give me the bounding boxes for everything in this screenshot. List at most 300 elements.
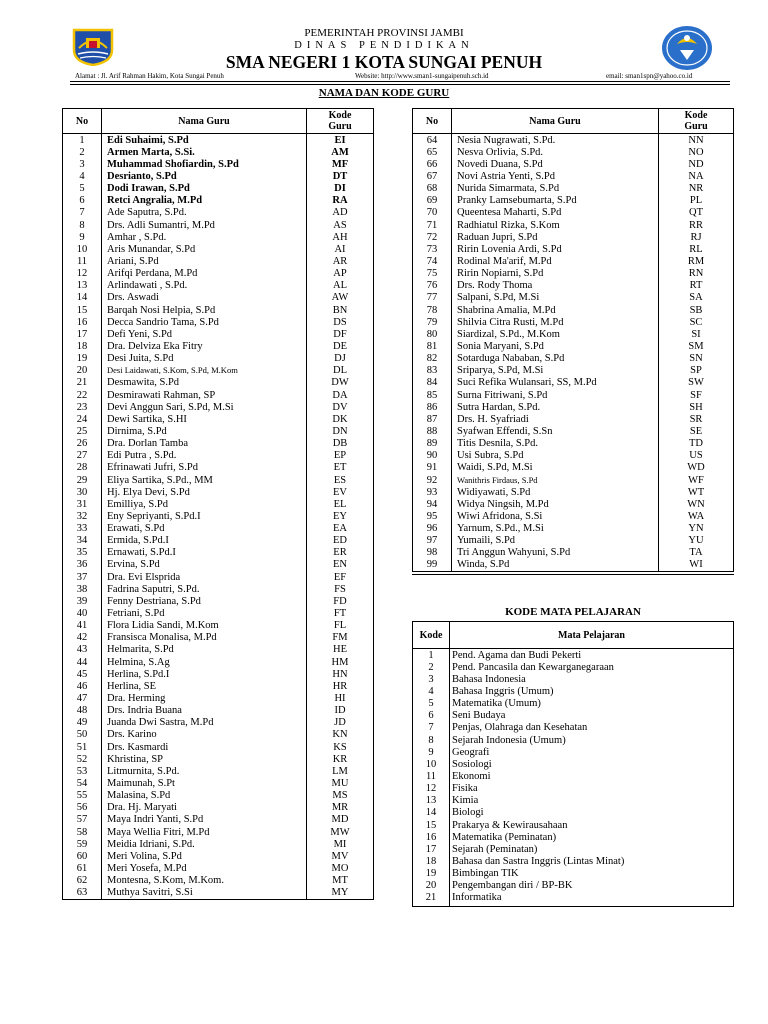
- teacher-code: RA: [307, 195, 374, 207]
- table-row: [413, 231, 734, 243]
- table-row: [63, 620, 374, 632]
- subject-code: 15: [413, 819, 450, 831]
- table-row: [63, 377, 374, 389]
- table-row: [413, 450, 734, 462]
- teacher-name: Siardizal, S.Pd., M.Kom: [457, 328, 560, 340]
- teacher-name: Shilvia Citra Rusti, M.Pd: [457, 316, 564, 328]
- subject-code: 13: [413, 795, 450, 807]
- table-row: [413, 401, 734, 413]
- teacher-code: DE: [307, 340, 374, 352]
- subject-name: Matematika (Umum): [452, 698, 541, 710]
- subject-name: Biologi: [452, 807, 484, 819]
- row-number: 72: [413, 231, 452, 243]
- teacher-name: Novi Astria Yenti, S.Pd: [457, 170, 556, 182]
- table-row: [413, 365, 734, 377]
- table-row: [63, 826, 374, 838]
- teacher-name: Drs. Indria Buana: [107, 705, 182, 717]
- row-number: 67: [413, 170, 452, 182]
- row-number: 99: [413, 559, 452, 572]
- table-row: [63, 644, 374, 656]
- table-row: [63, 632, 374, 644]
- table-row: [413, 170, 734, 182]
- table-row: [63, 255, 374, 267]
- table-row: [413, 649, 734, 662]
- government-name: PEMERINTAH PROVINSI JAMBI: [304, 27, 464, 39]
- teacher-name: Barqah Nosi Helpia, S.Pd: [107, 304, 216, 316]
- table-row: [63, 729, 374, 741]
- table-row: [413, 146, 734, 158]
- teacher-name: Hj. Elya Devi, S.Pd: [107, 486, 190, 498]
- teacher-name: Litmurnita, S.Pd.: [107, 765, 180, 777]
- row-number: 3: [63, 158, 102, 170]
- table-row: [63, 207, 374, 219]
- table-row: [413, 746, 734, 758]
- row-number: 84: [413, 377, 452, 389]
- table-row: [63, 535, 374, 547]
- teachers-title: NAMA DAN KODE GURU: [318, 87, 450, 99]
- teacher-name: Ariani, S.Pd: [107, 255, 159, 267]
- teacher-name: Herlina, S.Pd.I: [107, 668, 170, 680]
- table-header-row: [413, 622, 734, 649]
- teacher-name: Dirnima, S.Pd: [107, 425, 167, 437]
- table-row: [413, 819, 734, 831]
- teacher-name: Maya Wellia Fitri, M.Pd: [107, 826, 210, 838]
- teacher-name: Meri Yosefa, M.Pd: [107, 863, 187, 874]
- table-row: [63, 219, 374, 231]
- table-row: [413, 831, 734, 843]
- teacher-name: Maimunah, S.Pt: [107, 778, 175, 790]
- teacher-name: Usi Subra, S.Pd: [457, 450, 524, 462]
- table-row: [63, 777, 374, 789]
- teacher-name: Drs. Aswadi: [107, 292, 159, 304]
- row-number: 29: [63, 474, 102, 486]
- table-row: [413, 855, 734, 867]
- row-number: 18: [63, 340, 102, 352]
- row-number: 76: [413, 280, 452, 292]
- teacher-name: Herlina, SE: [107, 680, 156, 692]
- subject-name: Pend. Agama dan Budi Pekerti: [452, 649, 582, 661]
- teacher-name: Queentesa Maharti, S.Pd: [457, 207, 562, 219]
- table-row: [413, 722, 734, 734]
- table-header-row: [63, 109, 374, 134]
- teacher-code: AL: [307, 280, 374, 292]
- teacher-name: Waidi, S.Pd, M.Si: [457, 462, 533, 474]
- table-row: [413, 498, 734, 510]
- subject-name: Fisika: [452, 783, 478, 795]
- table-row: [413, 340, 734, 352]
- teachers-left-body: [63, 134, 374, 900]
- table-row: [413, 673, 734, 685]
- subject-name: Bahasa Inggris (Umum): [452, 685, 554, 697]
- teacher-code: WI: [659, 559, 734, 572]
- subject-name: Bahasa Indonesia: [452, 673, 526, 685]
- teacher-code: RL: [659, 243, 734, 255]
- teacher-name: Dodi Irawan, S.Pd: [107, 183, 190, 195]
- code-header-line2: Guru: [684, 121, 708, 132]
- row-number: 5: [63, 183, 102, 195]
- row-number: 2: [63, 146, 102, 158]
- teacher-name: Aris Munandar, S.Pd: [107, 243, 196, 255]
- teacher-code: HN: [307, 668, 374, 680]
- row-number: 94: [413, 498, 452, 510]
- teacher-name: Armen Marta, S.Si.: [107, 146, 195, 158]
- row-number: 6: [63, 195, 102, 207]
- teacher-code: ED: [307, 535, 374, 547]
- table-row: [63, 790, 374, 802]
- row-number: 68: [413, 183, 452, 195]
- table-row: [413, 243, 734, 255]
- table-row: [63, 243, 374, 255]
- teacher-code: EY: [307, 510, 374, 522]
- teacher-name: Arifqi Perdana, M.Pd: [107, 268, 198, 280]
- teacher-code: AH: [307, 231, 374, 243]
- row-number: 15: [63, 304, 102, 316]
- teacher-name: Desrianto, S.Pd: [107, 170, 177, 182]
- teacher-name: Syafwan Effendi, S.Sn: [457, 425, 553, 437]
- teacher-code: MD: [307, 814, 374, 826]
- column-header-code: [659, 109, 734, 134]
- row-number: 41: [63, 620, 102, 632]
- table-row: [413, 474, 734, 486]
- teacher-code: MO: [307, 862, 374, 874]
- table-row: [63, 292, 374, 304]
- subjects-table: [412, 621, 734, 907]
- row-number: 38: [63, 583, 102, 595]
- table-row: [63, 462, 374, 474]
- row-number: 48: [63, 705, 102, 717]
- subject-name: Seni Budaya: [452, 710, 506, 722]
- teacher-code: BN: [307, 304, 374, 316]
- teacher-name: Erawati, S.Pd: [107, 523, 165, 535]
- teacher-name: Ernawati, S.Pd.I: [107, 547, 176, 559]
- teacher-code: HM: [307, 656, 374, 668]
- teacher-name: Dra. Hj. Maryati: [107, 802, 177, 814]
- row-number: 50: [63, 729, 102, 741]
- table-row: [413, 389, 734, 401]
- teacher-code: KS: [307, 741, 374, 753]
- row-number: 44: [63, 656, 102, 668]
- table-row: [63, 195, 374, 207]
- teacher-code: ES: [307, 474, 374, 486]
- row-number: 33: [63, 523, 102, 535]
- table-row: [413, 377, 734, 389]
- teacher-name: Malasina, S.Pd: [107, 790, 171, 802]
- teacher-code: FL: [307, 620, 374, 632]
- teacher-code: TD: [659, 438, 734, 450]
- teacher-name: Amhar , S.Pd.: [107, 231, 167, 243]
- row-number: 43: [63, 644, 102, 656]
- teacher-code: RR: [659, 219, 734, 231]
- row-number: 59: [63, 838, 102, 850]
- subject-code: 1: [413, 649, 450, 662]
- row-number: 46: [63, 680, 102, 692]
- teacher-code: ND: [659, 158, 734, 170]
- teacher-name: Muhammad Shofiardin, S.Pd: [107, 158, 239, 170]
- row-number: 23: [63, 401, 102, 413]
- teacher-code: DI: [307, 183, 374, 195]
- teacher-name: Tri Anggun Wahyuni, S.Pd: [457, 547, 571, 559]
- table-row: [63, 280, 374, 292]
- subject-code: 3: [413, 673, 450, 685]
- table-row: [63, 474, 374, 486]
- row-number: 95: [413, 510, 452, 522]
- table-row: [413, 661, 734, 673]
- teacher-code: ID: [307, 705, 374, 717]
- table-row: [413, 413, 734, 425]
- row-number: 89: [413, 438, 452, 450]
- teacher-code: WD: [659, 462, 734, 474]
- table-row: [413, 807, 734, 819]
- table-row: [413, 158, 734, 170]
- teacher-code: AR: [307, 255, 374, 267]
- teacher-code: SH: [659, 401, 734, 413]
- column-header-name: Nama Guru: [102, 109, 307, 134]
- subject-code: 12: [413, 783, 450, 795]
- teacher-name: Edi Suhaimi, S.Pd: [107, 134, 189, 146]
- subject-code: 17: [413, 843, 450, 855]
- row-number: 82: [413, 353, 452, 365]
- table-row: [63, 134, 374, 147]
- row-number: 77: [413, 292, 452, 304]
- column-header-code: [307, 109, 374, 134]
- row-number: 21: [63, 377, 102, 389]
- table-row: [63, 438, 374, 450]
- row-number: 97: [413, 535, 452, 547]
- teacher-code: DV: [307, 401, 374, 413]
- teacher-name: Flora Lidia Sandi, M.Kom: [107, 620, 219, 632]
- row-number: 93: [413, 486, 452, 498]
- teacher-code: DS: [307, 316, 374, 328]
- teacher-name: Dra. Herming: [107, 693, 166, 705]
- row-number: 78: [413, 304, 452, 316]
- subject-code: 4: [413, 685, 450, 697]
- table-row: [63, 389, 374, 401]
- table-row: [413, 547, 734, 559]
- subject-name: Kimia: [452, 795, 479, 807]
- table-row: [413, 219, 734, 231]
- table-row: [63, 850, 374, 862]
- row-number: 37: [63, 571, 102, 583]
- subject-code: 6: [413, 710, 450, 722]
- row-number: 60: [63, 850, 102, 862]
- code-header-line1: Kode: [328, 110, 352, 121]
- school-name: SMA NEGERI 1 KOTA SUNGAI PENUH: [225, 52, 543, 72]
- row-number: 30: [63, 486, 102, 498]
- teacher-name: Ervina, S.Pd: [107, 559, 160, 571]
- teacher-code: PL: [659, 195, 734, 207]
- subject-name: Ekonomi: [452, 770, 491, 782]
- row-number: 10: [63, 243, 102, 255]
- teacher-code: SN: [659, 353, 734, 365]
- subject-name: Bahasa dan Sastra Inggris (Lintas Minat): [452, 855, 625, 867]
- table-row: [413, 183, 734, 195]
- row-number: 1: [63, 134, 102, 147]
- teacher-code: AW: [307, 292, 374, 304]
- table-row: [63, 765, 374, 777]
- subject-name: Pend. Pancasila dan Kewarganegaraan: [452, 661, 614, 673]
- teacher-name: Drs. Kasmardi: [107, 741, 169, 753]
- teacher-name: Surna Fitriwani, S.Pd: [457, 389, 548, 401]
- row-number: 90: [413, 450, 452, 462]
- subject-code: 5: [413, 698, 450, 710]
- row-number: 86: [413, 401, 452, 413]
- code-header-line2: Guru: [328, 121, 352, 132]
- row-number: 71: [413, 219, 452, 231]
- row-number: 57: [63, 814, 102, 826]
- teacher-name: Widya Ningsih, M.Pd: [457, 498, 549, 510]
- teacher-name: Ririn Lovenia Ardi, S.Pd: [457, 243, 562, 255]
- teacher-code: EF: [307, 571, 374, 583]
- teacher-name: Efrinawati Jufri, S.Pd: [107, 462, 198, 474]
- row-number: 12: [63, 268, 102, 280]
- teacher-code: SB: [659, 304, 734, 316]
- teacher-code: QT: [659, 207, 734, 219]
- teacher-name: Helmarita, S.Pd: [107, 644, 174, 656]
- teacher-name: Ririn Nopiarni, S.Pd: [457, 268, 544, 280]
- teacher-code: WN: [659, 498, 734, 510]
- row-number: 81: [413, 340, 452, 352]
- teacher-name: Fetriani, S.Pd: [107, 608, 165, 620]
- row-number: 22: [63, 389, 102, 401]
- teacher-code: TA: [659, 547, 734, 559]
- teacher-code: JD: [307, 717, 374, 729]
- row-number: 64: [413, 134, 452, 147]
- teacher-name: Devi Anggun Sari, S.Pd, M.Si: [107, 401, 234, 413]
- table-row: [413, 438, 734, 450]
- teacher-name: Drs. Rody Thoma: [457, 280, 533, 292]
- teacher-code: AM: [307, 146, 374, 158]
- table-row: [413, 462, 734, 474]
- teacher-code: YN: [659, 523, 734, 535]
- table-row: [63, 170, 374, 182]
- school-email[interactable]: email: sman1spn@yahoo.co.id: [606, 72, 693, 80]
- row-number: 65: [413, 146, 452, 158]
- row-number: 32: [63, 510, 102, 522]
- subject-name: Penjas, Olahraga dan Kesehatan: [452, 722, 588, 734]
- teacher-name: Nesia Nugrawati, S.Pd.: [457, 134, 556, 146]
- subject-code: 14: [413, 807, 450, 819]
- teacher-code: DA: [307, 389, 374, 401]
- teacher-name: Helmina, S.Ag: [107, 656, 170, 668]
- teacher-name: Muthya Savitri, S.Si: [107, 887, 193, 899]
- table-row: [63, 838, 374, 850]
- teacher-name: Ermida, S.Pd.I: [107, 535, 169, 547]
- table-row: [413, 770, 734, 782]
- teacher-name: Rodinal Ma'arif, M.Pd: [457, 255, 552, 267]
- column-header-no: No: [413, 109, 452, 134]
- teacher-name: Winda, S.Pd: [457, 559, 510, 571]
- table-row: [63, 607, 374, 619]
- teacher-name: Drs. H. Syafriadi: [457, 413, 529, 425]
- table-row: [413, 880, 734, 892]
- teacher-code: AS: [307, 219, 374, 231]
- teacher-code: EP: [307, 450, 374, 462]
- table-row: [63, 802, 374, 814]
- teacher-name: Eliya Sartika, S.Pd., MM: [107, 474, 213, 486]
- table-row: [413, 698, 734, 710]
- row-number: 28: [63, 462, 102, 474]
- teacher-code: ET: [307, 462, 374, 474]
- teacher-name: Dewi Sartika, S.HI: [107, 413, 187, 425]
- table-row: [63, 340, 374, 352]
- school-website[interactable]: Website: http://www.sman1-sungaipenuh.sch.id: [355, 72, 489, 80]
- column-header-name: Nama Guru: [452, 109, 659, 134]
- subject-name: Sejarah Indonesia (Umum): [452, 734, 566, 746]
- teacher-code: NN: [659, 134, 734, 147]
- table-row: [63, 668, 374, 680]
- teacher-name: Sriparya, S.Pd, M.Si: [457, 365, 544, 377]
- row-number: 36: [63, 559, 102, 571]
- teacher-code: RN: [659, 268, 734, 280]
- table-row: [63, 583, 374, 595]
- table-row: [63, 450, 374, 462]
- row-number: 92: [413, 474, 452, 486]
- row-number: 9: [63, 231, 102, 243]
- table-row: [413, 535, 734, 547]
- teacher-code: SR: [659, 413, 734, 425]
- teacher-name: Meri Volina, S.Pd: [107, 850, 182, 862]
- subject-name: Matematika (Peminatan): [452, 831, 557, 843]
- row-number: 14: [63, 292, 102, 304]
- subject-code: 7: [413, 722, 450, 734]
- teacher-code: FM: [307, 632, 374, 644]
- table-row: [63, 365, 374, 377]
- department-name: DINAS PENDIDIKAN: [294, 40, 474, 51]
- teacher-code: MR: [307, 802, 374, 814]
- table-row: [413, 510, 734, 522]
- table-row: [63, 328, 374, 340]
- teacher-name: Fadrina Saputri, S.Pd.: [107, 583, 200, 595]
- table-row: [63, 547, 374, 559]
- teacher-code: NR: [659, 183, 734, 195]
- tut-wuri-handayani-emblem-icon: [660, 24, 714, 72]
- teacher-name: Emilliya, S.Pd: [107, 498, 168, 510]
- teacher-code: MT: [307, 875, 374, 887]
- table-row: [63, 353, 374, 365]
- teacher-name: Raduan Jupri, S.Pd: [457, 231, 538, 243]
- table-row: [413, 207, 734, 219]
- row-number: 52: [63, 753, 102, 765]
- subject-code: 10: [413, 758, 450, 770]
- row-number: 85: [413, 389, 452, 401]
- table-row: [413, 304, 734, 316]
- teacher-name: Meidia Idriani, S.Pd.: [107, 838, 195, 850]
- teacher-code: MS: [307, 790, 374, 802]
- table-padding-row: [413, 904, 734, 907]
- row-number: 83: [413, 365, 452, 377]
- teacher-code: MF: [307, 158, 374, 170]
- table-row: [63, 571, 374, 583]
- teacher-code: EA: [307, 523, 374, 535]
- subject-name: Informatika: [452, 892, 502, 904]
- teacher-code: SC: [659, 316, 734, 328]
- teacher-code: HE: [307, 644, 374, 656]
- table-row: [63, 183, 374, 195]
- teacher-name: Desmawita, S.Pd: [107, 377, 180, 389]
- row-number: 91: [413, 462, 452, 474]
- row-number: 8: [63, 219, 102, 231]
- teacher-code: AD: [307, 207, 374, 219]
- row-number: 55: [63, 790, 102, 802]
- table-row: [413, 195, 734, 207]
- column-header-no: No: [63, 109, 102, 134]
- teacher-name: Nurida Simarmata, S.Pd: [457, 183, 560, 195]
- subject-name: Sosiologi: [452, 758, 492, 770]
- row-number: 24: [63, 413, 102, 425]
- header-divider: [70, 81, 730, 82]
- row-number: 61: [63, 862, 102, 874]
- subjects-body: [413, 649, 734, 907]
